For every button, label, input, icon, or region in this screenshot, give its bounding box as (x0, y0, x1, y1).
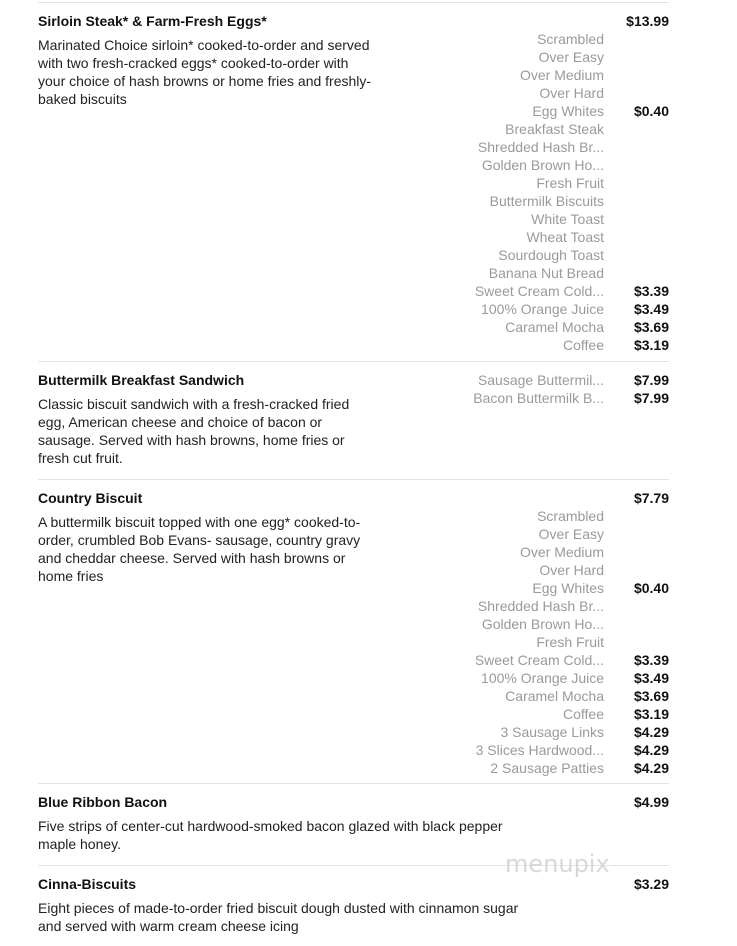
option-name: Over Hard (539, 85, 604, 101)
option-row[interactable] (459, 741, 669, 759)
menu-item-country-biscuit[interactable] (38, 489, 669, 779)
option-name: Banana Nut Bread (488, 265, 604, 281)
option-row[interactable] (459, 687, 669, 705)
option-row[interactable] (459, 759, 669, 777)
option-row[interactable] (459, 525, 669, 543)
option-row[interactable] (459, 264, 669, 282)
option-row[interactable] (459, 579, 669, 597)
option-row[interactable] (459, 371, 669, 389)
option-price: $3.19 (633, 706, 669, 722)
option-name: Caramel Mocha (505, 319, 604, 335)
option-row[interactable] (459, 561, 669, 579)
option-name: Egg Whites (532, 103, 604, 119)
item-options (459, 507, 669, 777)
option-row[interactable] (459, 543, 669, 561)
option-row[interactable] (459, 66, 669, 84)
option-price: $0.40 (633, 103, 669, 119)
option-name: Over Medium (519, 67, 604, 83)
option-price: $4.29 (633, 760, 669, 776)
item-description: Eight pieces of made-to-order fried biscuit dough dusted with cinnamon sugar and served with warm cream cheese icing (38, 900, 519, 934)
menu-item-buttermilk-sandwich[interactable] (38, 371, 669, 471)
option-name: Sourdough Toast (498, 247, 604, 263)
item-title: Blue Ribbon Bacon (38, 794, 168, 810)
option-name: Buttermilk Biscuits (489, 193, 604, 209)
item-price: $13.99 (626, 13, 669, 29)
option-price: $4.29 (633, 724, 669, 740)
option-row[interactable] (459, 282, 669, 300)
option-name: Shredded Hash Br... (477, 598, 604, 614)
divider (38, 2, 669, 3)
option-row[interactable] (459, 84, 669, 102)
option-name: Sweet Cream Cold... (474, 283, 604, 299)
option-name: Egg Whites (532, 580, 604, 596)
item-description: Marinated Choice sirloin* cooked-to-order and served with two fresh-cracked eggs* cooked-to-order with your choice of hash browns or home fries and freshly-baked biscuits (38, 37, 372, 107)
option-price: $3.39 (633, 652, 669, 668)
option-price: $3.49 (633, 301, 669, 317)
option-price: $3.69 (633, 319, 669, 335)
option-row[interactable] (459, 336, 669, 354)
item-description: Five strips of center-cut hardwood-smoked bacon glazed with black pepper maple honey. (38, 818, 503, 852)
item-price: $3.29 (633, 876, 669, 892)
option-row[interactable] (459, 102, 669, 120)
option-row[interactable] (459, 723, 669, 741)
option-name: Wheat Toast (526, 229, 604, 245)
option-row[interactable] (459, 300, 669, 318)
menu-item-sirloin-steak[interactable] (38, 12, 669, 360)
option-name: Golden Brown Ho... (481, 616, 604, 632)
option-row[interactable] (459, 174, 669, 192)
item-title: Sirloin Steak* & Farm-Fresh Eggs* (38, 13, 267, 29)
option-name: Over Medium (519, 544, 604, 560)
option-name: 3 Sausage Links (500, 724, 604, 740)
item-title: Buttermilk Breakfast Sandwich (38, 372, 245, 388)
option-row[interactable] (459, 597, 669, 615)
option-name: Fresh Fruit (536, 175, 604, 191)
option-price: $7.99 (633, 372, 669, 388)
divider (38, 479, 669, 480)
option-row[interactable] (459, 633, 669, 651)
item-price: $4.99 (633, 794, 669, 810)
option-name: Caramel Mocha (505, 688, 604, 704)
option-name: Scrambled (537, 31, 604, 47)
option-row[interactable] (459, 192, 669, 210)
option-name: Scrambled (537, 508, 604, 524)
option-name: Over Easy (538, 526, 604, 542)
item-title: Country Biscuit (38, 490, 143, 506)
option-name: 3 Slices Hardwood... (475, 742, 604, 758)
option-row[interactable] (459, 246, 669, 264)
option-name: Sweet Cream Cold... (474, 652, 604, 668)
option-name: Sausage Buttermil... (477, 372, 604, 388)
option-row[interactable] (459, 48, 669, 66)
option-row[interactable] (459, 705, 669, 723)
option-row[interactable] (459, 507, 669, 525)
option-row[interactable] (459, 30, 669, 48)
option-name: Coffee (563, 337, 604, 353)
option-name: 100% Orange Juice (481, 670, 604, 686)
option-row[interactable] (459, 228, 669, 246)
option-row[interactable] (459, 669, 669, 687)
option-price: $7.99 (633, 390, 669, 406)
option-price: $3.49 (633, 670, 669, 686)
option-row[interactable] (459, 138, 669, 156)
item-description: Classic biscuit sandwich with a fresh-cracked fried egg, American cheese and choice of bacon or sausage. Served with hash browns, home fries or fresh cut fruit. (38, 396, 350, 466)
item-options (459, 371, 669, 407)
item-description: A buttermilk biscuit topped with one egg* cooked-to-order, crumbled Bob Evans- sausage, country gravy and cheddar cheese. Served with hash browns or home fries (38, 514, 361, 584)
option-name: Breakfast Steak (505, 121, 604, 137)
option-name: Fresh Fruit (536, 634, 604, 650)
item-options (459, 30, 669, 354)
option-row[interactable] (459, 318, 669, 336)
item-price: $7.79 (633, 490, 669, 506)
option-price: $0.40 (633, 580, 669, 596)
watermark-logo: menupix (505, 850, 610, 878)
option-name: 2 Sausage Patties (490, 760, 604, 776)
option-name: 100% Orange Juice (481, 301, 604, 317)
divider (38, 361, 669, 362)
option-row[interactable] (459, 389, 669, 407)
option-name: Golden Brown Ho... (481, 157, 604, 173)
option-row[interactable] (459, 156, 669, 174)
divider (38, 783, 669, 784)
option-price: $4.29 (633, 742, 669, 758)
option-name: Shredded Hash Br... (477, 139, 604, 155)
option-name: Over Easy (538, 49, 604, 65)
menu-item-cinna-biscuits[interactable] (38, 875, 669, 939)
option-row[interactable] (459, 615, 669, 633)
option-price: $3.39 (633, 283, 669, 299)
option-name: White Toast (531, 211, 604, 227)
option-row[interactable] (459, 120, 669, 138)
item-title: Cinna-Biscuits (38, 876, 137, 892)
option-name: Bacon Buttermilk B... (473, 390, 604, 406)
option-price: $3.69 (633, 688, 669, 704)
option-price: $3.19 (633, 337, 669, 353)
option-name: Coffee (563, 706, 604, 722)
menu-item-blue-ribbon-bacon[interactable] (38, 793, 669, 857)
option-name: Over Hard (539, 562, 604, 578)
option-row[interactable] (459, 651, 669, 669)
option-row[interactable] (459, 210, 669, 228)
